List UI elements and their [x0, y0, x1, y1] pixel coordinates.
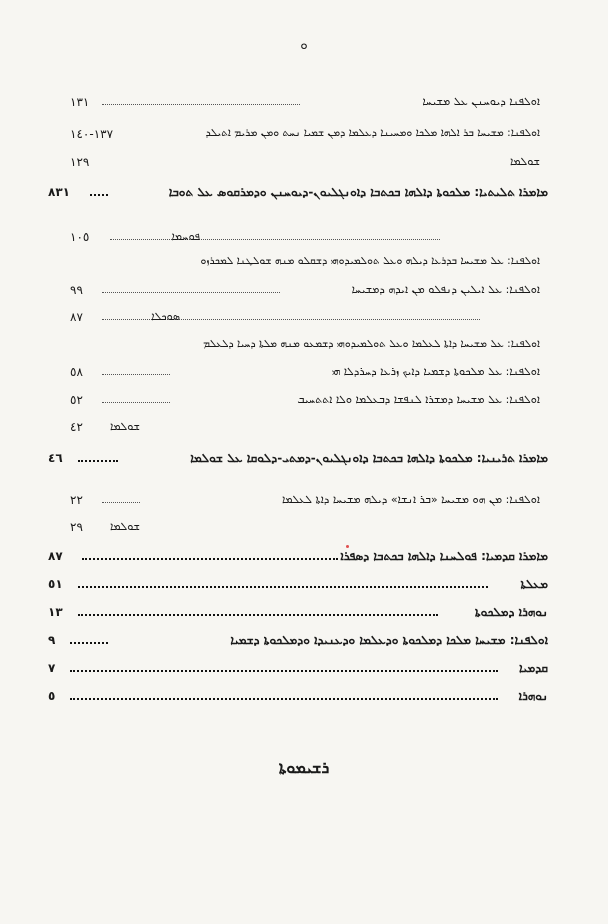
toc-row	[70, 493, 540, 509]
toc-page-number: ١٣	[48, 605, 63, 619]
toc-page-number: ٢٩	[70, 520, 83, 534]
toc-entry-title: ܡܐܡܪܐ ܬܪܝܢܝܐ: ܡܠܟܘܬܐ ܕܐܠܗܐ ܒܟܬܒܐ ܕܐܘܢܓܠܝܘܢ-ܕܡܬܝ-ܕܠܘܩܐ ܥܠ ܫܘܠܡܐ	[190, 451, 548, 465]
toc-page-number: ٤٢	[70, 420, 83, 434]
toc-entry-title: ܐܘܠܦܢܐ: ܡܫܝܚܐ ܒܪ ܐܠܗܐ ܡܠܟܐ ܘܡܚܝܢܐ ܕܥܠܡܐ ܕܡܢ ܫܡܝܐ ܢܚܬ ܘܡܢ ܡܪܝܡ ܐܬܝܠܕ	[205, 127, 540, 139]
toc-row	[48, 577, 548, 593]
toc-row	[70, 520, 540, 536]
toc-dot-leader	[102, 292, 280, 293]
toc-entry-title: ܐܘܠܦܢܐ ܕܝܘܚܢܢ ܥܠ ܡܫܝܚܐ	[422, 95, 540, 108]
toc-entry-title: ܢܘܗܪܐ	[518, 689, 548, 703]
toc-dot-leader	[90, 194, 108, 196]
toc-entry-title: ܫܘܠܡܐ	[109, 420, 140, 433]
toc-page-number: ٤٦	[48, 451, 63, 465]
page-number: ܘ	[300, 38, 308, 53]
toc-row	[70, 255, 540, 271]
toc-entry-title: ܫܘܠܡܐ	[509, 155, 540, 168]
toc-page-number: ٥٢	[70, 393, 83, 407]
toc-entry-title: ܡܐܡܪܐ ܬܠܝܬܝܐ: ܡܠܟܘܬܐ ܕܐܠܗܐ ܒܟܬܒܐ ܕܐܘܢܓܠܝܘܢ-ܕܝܘܚܢܢ ܘܕܡܪܩܘܣ ܥܠ ܬܘܒܐ	[168, 185, 548, 199]
toc-page-number: ٥٨	[70, 365, 83, 379]
toc-page-number: ٨٧	[70, 310, 83, 324]
toc-entry-title: ܦܘܚܡܐ	[171, 230, 200, 243]
toc-row	[48, 451, 548, 467]
toc-page-number: ٨٧	[48, 549, 63, 563]
toc-page-number: ١٣١	[70, 95, 90, 109]
toc-row	[70, 230, 540, 246]
toc-row	[70, 127, 540, 143]
toc-dot-leader	[102, 502, 140, 503]
toc-page-number: ٨٣١	[48, 185, 70, 199]
toc-entry-title: ܐܘܠܦܢܐ: ܥܠ ܡܫܝܚܐ ܒܕܪܥܐ ܕܝܠܗ ܘܥܠ ܬܘܠܡܝܕܘܗܝ ܕܫܩܠܘ ܡܢܗ ܫܘܠܛܢܐ ܠܡܟܪܙܘ	[200, 255, 540, 267]
toc-row	[70, 365, 540, 381]
toc-row	[48, 185, 548, 201]
toc-dot-leader	[70, 642, 108, 644]
toc-dot-leader	[102, 104, 300, 105]
toc-dot-leader	[102, 402, 170, 403]
toc-entry-title: ܐܘܠܦܢܐ: ܥܠ ܡܠܟܘܬܐ ܕܫܡܝܐ ܕܐܝܟ ܙܪܥܐ ܕܚܪܕܠܐ ܗܝ	[331, 365, 540, 378]
toc-dot-leader	[78, 614, 438, 616]
toc-row	[70, 283, 540, 299]
toc-dot-leader	[102, 374, 170, 375]
toc-entry-title: ܣܘܟܠܐ	[151, 310, 180, 323]
toc-page-number: ٥	[48, 689, 56, 703]
toc-page-number: ٩٩	[70, 283, 83, 297]
toc-entry-title: ܡܥܠܬܐ	[520, 577, 548, 591]
toc-row	[48, 605, 548, 621]
toc-dot-leader	[70, 670, 498, 672]
toc-entry-title: ܐܘܠܦܢܐ: ܡܢ ܗܘ ܡܫܝܚܐ «ܒܪ ܐܢܫܐ» ܕܝܠܗ ܡܫܝܚܐ ܕܐܬܐ ܠܥܠܡܐ	[281, 493, 540, 506]
red-ink-dot	[346, 545, 349, 548]
toc-page-number: ١٢٩	[70, 155, 90, 169]
toc-row	[70, 420, 540, 436]
toc-entry-title: ܢܘܗܪܐ ܕܡܠܟܘܬܐ	[474, 605, 548, 619]
toc-row	[48, 549, 548, 565]
toc-page-number: ١٠٥	[70, 230, 90, 244]
toc-entry-title: ܐܘܠܦܢܐ: ܥܠ ܐܝܠܝܢ ܕܢܦܠܘ ܡܢ ܐܝܕܗ ܕܡܫܝܚܐ	[351, 283, 540, 296]
toc-row	[70, 393, 540, 409]
toc-entry-title: ܫܘܠܡܐ	[109, 520, 140, 533]
toc-dot-leader	[70, 698, 498, 700]
toc-dot-leader	[78, 586, 488, 588]
toc-entry-title: ܐܘܠܦܢܐ: ܥܠ ܡܫܝܚܐ ܕܐܬܐ ܠܥܠܡܐ ܘܥܠ ܬܘܠܡܝܕܘܗܝ ܕܫܡܥܘ ܡܢܗ ܡܠܬܐ ܕܚܝܐ ܕܠܥܠܡ	[203, 338, 540, 350]
toc-page-number: ٧	[48, 661, 56, 675]
toc-page-number: ٢٢	[70, 493, 83, 507]
toc-page-number: ٥١	[48, 577, 63, 591]
toc-row	[48, 633, 548, 649]
toc-row	[70, 338, 540, 354]
contents-heading: ܪܫܝܡܘܬܐ	[278, 758, 330, 777]
toc-page-number: ١٣٧-١٤٠	[70, 127, 114, 141]
toc-dot-leader	[78, 460, 118, 462]
toc-entry-title: ܩܕܡܝܐ	[519, 661, 548, 675]
toc-entry-title: ܡܐܡܪܐ ܩܕܡܝܐ: ܦܘܠܚܢܐ ܕܐܠܗܐ ܒܟܬܒܐ ܕܣܦܪܐ	[340, 549, 548, 563]
toc-row	[48, 661, 548, 677]
toc-entry-title: ܐܘܠܦܢܐ: ܡܫܝܚܐ ܡܠܟܐ ܕܡܠܟܘܬܐ ܘܕܥܠܡܐ ܘܕܥܢܝܕܐ ܘܕܡܠܟܘܬܐ ܕܫܡܝܐ	[230, 633, 548, 647]
toc-entry-title: ܐܘܠܦܢܐ: ܥܠ ܡܫܝܚܐ ܕܡܫܪܐ ܠܢܦܫܐ ܕܒܥܠܡܐ ܘܠܐ ܐܬܬܚܝܒ	[297, 393, 540, 406]
toc-row	[70, 95, 540, 111]
toc-row	[48, 689, 548, 705]
toc-row	[70, 310, 540, 326]
toc-dot-leader	[82, 558, 338, 560]
toc-row	[70, 155, 540, 171]
toc-dot-leader	[110, 239, 440, 240]
toc-page-number: ٩	[48, 633, 56, 647]
